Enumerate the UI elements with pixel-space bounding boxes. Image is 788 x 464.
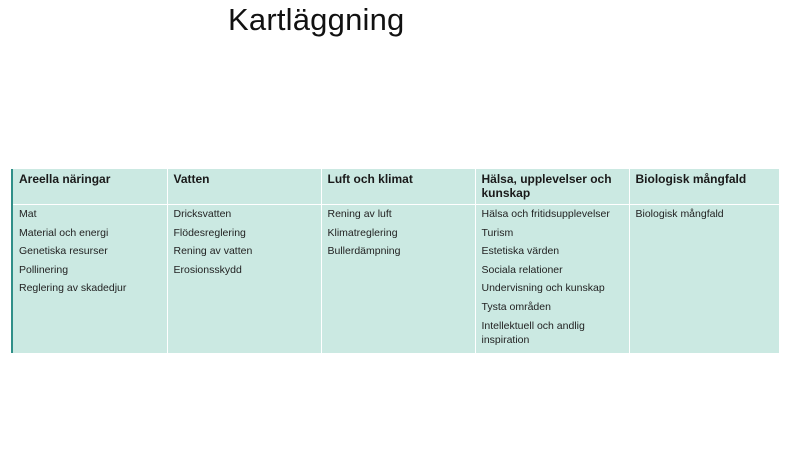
- column-header-areella-naringar: Areella näringar: [13, 169, 167, 205]
- list-item: Rening av vatten: [173, 245, 253, 258]
- list-item: Sociala relationer: [481, 263, 563, 276]
- list-item: Flödesreglering: [173, 226, 246, 239]
- column-cell-luft-och-klimat: [321, 205, 475, 354]
- list-item: Biologisk mångfald: [635, 208, 724, 220]
- list-item: Pollinering: [19, 263, 69, 276]
- list-item: Erosionsskydd: [173, 263, 242, 276]
- column-cell-vatten: [167, 205, 321, 354]
- list-item: Turism: [481, 226, 514, 239]
- list-item: Material och energi: [19, 226, 109, 239]
- ecosystem-services-table: [11, 169, 781, 353]
- slide-title: Kartläggning: [228, 2, 405, 37]
- column-header-biologisk-mangfald: Biologisk mångfald: [629, 169, 779, 205]
- list-item: Rening av luft: [327, 208, 392, 220]
- list-item: Reglering av skadedjur: [19, 282, 127, 295]
- list-item: Estetiska värden: [481, 245, 560, 258]
- column-header-luft-och-klimat: Luft och klimat: [321, 169, 475, 205]
- list-item: Bullerdämpning: [327, 245, 401, 258]
- list-item: Undervisning och kunskap: [481, 282, 605, 295]
- list-item: Intellektuell och andlig inspiration: [481, 319, 585, 346]
- list-item: Genetiska resurser: [19, 245, 108, 258]
- list-item: Dricksvatten: [173, 208, 232, 220]
- list-item: Klimatreglering: [327, 226, 398, 239]
- list-item: Hälsa och fritidsupplevelser: [481, 208, 610, 220]
- table-body-row: [13, 205, 779, 354]
- column-cell-biologisk-mangfald: [629, 205, 779, 354]
- list-item: Mat: [19, 208, 37, 220]
- column-header-vatten: Vatten: [167, 169, 321, 205]
- table-header-row: [13, 169, 779, 205]
- column-header-halsa-upplevelser-kunskap: Hälsa, upplevelser och kunskap: [475, 169, 629, 205]
- column-cell-areella-naringar: [13, 205, 167, 354]
- table: [13, 169, 779, 353]
- column-cell-halsa-upplevelser-kunskap: [475, 205, 629, 354]
- list-item: Tysta områden: [481, 300, 551, 313]
